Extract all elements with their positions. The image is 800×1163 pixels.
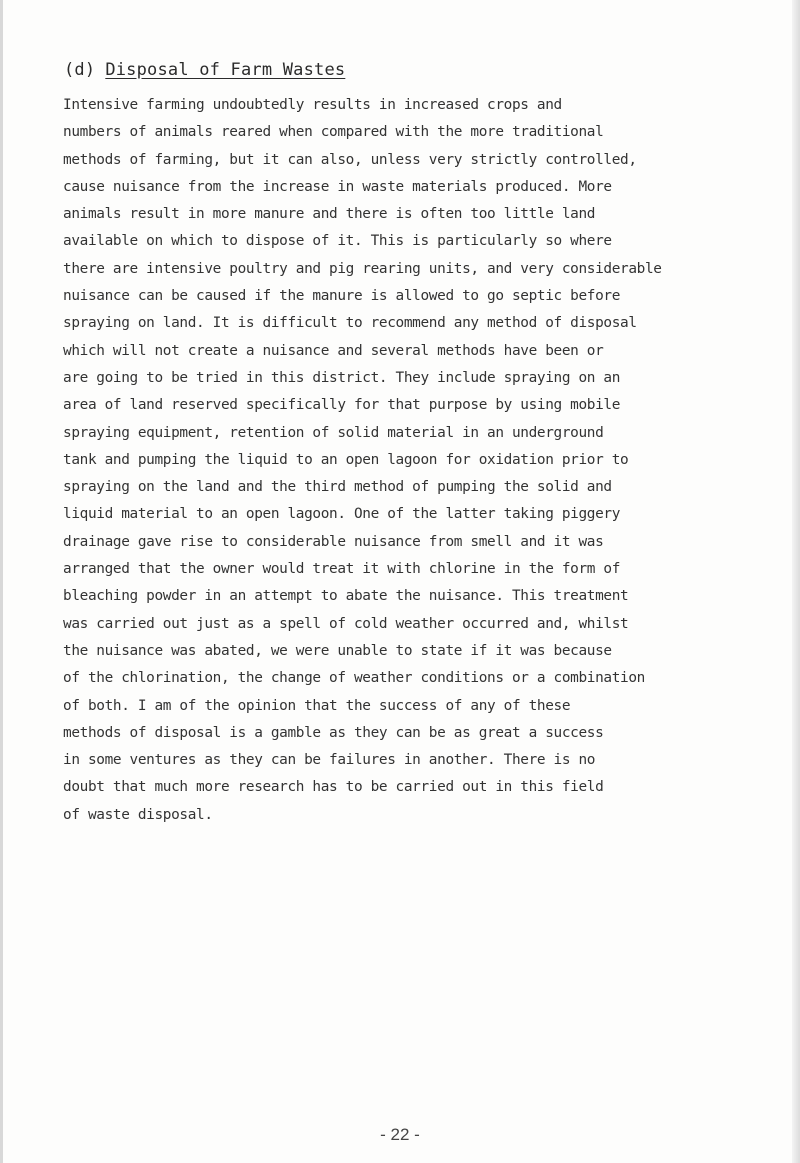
paragraph-line: doubt that much more research has to be carried out in this field: [63, 779, 604, 796]
paragraph-line: of both. I am of the opinion that the success of any of these: [63, 697, 571, 714]
page-right-edge: [792, 0, 800, 1163]
body-paragraph: [63, 92, 793, 829]
paragraph-line: numbers of animals reared when compared with the more traditional: [63, 124, 604, 141]
paragraph-line: spraying on land. It is difficult to recommend any method of disposal: [63, 315, 637, 332]
page-number: - 22 -: [380, 1125, 420, 1144]
section-title: Disposal of Farm Wastes: [105, 60, 346, 80]
section-marker: (d): [64, 60, 96, 80]
paragraph-line: nuisance can be caused if the manure is allowed to go septic before: [63, 288, 621, 305]
paragraph-line: which will not create a nuisance and several methods have been or: [63, 342, 604, 359]
paragraph-line: the nuisance was abated, we were unable to state if it was because: [63, 642, 612, 659]
paragraph-line: spraying equipment, retention of solid material in an underground: [63, 424, 604, 441]
paragraph-line: bleaching powder in an attempt to abate the nuisance. This treatment: [63, 588, 629, 605]
page-left-edge: [0, 0, 3, 1163]
paragraph-line: available on which to dispose of it. This is particularly so where: [63, 233, 612, 250]
section-heading: [64, 60, 345, 80]
paragraph-line: spraying on the land and the third method of pumping the solid and: [63, 479, 612, 496]
paragraph-line: was carried out just as a spell of cold weather occurred and, whilst: [63, 615, 629, 632]
paragraph-line: drainage gave rise to considerable nuisance from smell and it was: [63, 533, 604, 550]
paragraph-line: methods of farming, but it can also, unless very strictly controlled,: [63, 151, 637, 168]
paragraph-line: cause nuisance from the increase in waste materials produced. More: [63, 178, 612, 195]
paragraph-line: of the chlorination, the change of weather conditions or a combination: [63, 670, 645, 687]
paragraph-line: Intensive farming undoubtedly results in increased crops and: [63, 97, 562, 113]
paragraph-line: methods of disposal is a gamble as they can be as great a success: [63, 724, 604, 741]
paragraph-line: arranged that the owner would treat it with chlorine in the form of: [63, 561, 621, 578]
paragraph-line: animals result in more manure and there is often too little land: [63, 206, 596, 223]
paragraph-line: tank and pumping the liquid to an open lagoon for oxidation prior to: [63, 451, 629, 468]
paragraph-line: area of land reserved specifically for that purpose by using mobile: [63, 397, 621, 414]
paragraph-line: are going to be tried in this district. They include spraying on an: [63, 369, 621, 386]
paragraph-line: there are intensive poultry and pig rearing units, and very considerable: [63, 260, 662, 277]
paragraph-line: liquid material to an open lagoon. One of the latter taking piggery: [63, 506, 621, 523]
paragraph-line: in some ventures as they can be failures in another. There is no: [63, 752, 596, 769]
paragraph-line: of waste disposal.: [63, 806, 213, 823]
